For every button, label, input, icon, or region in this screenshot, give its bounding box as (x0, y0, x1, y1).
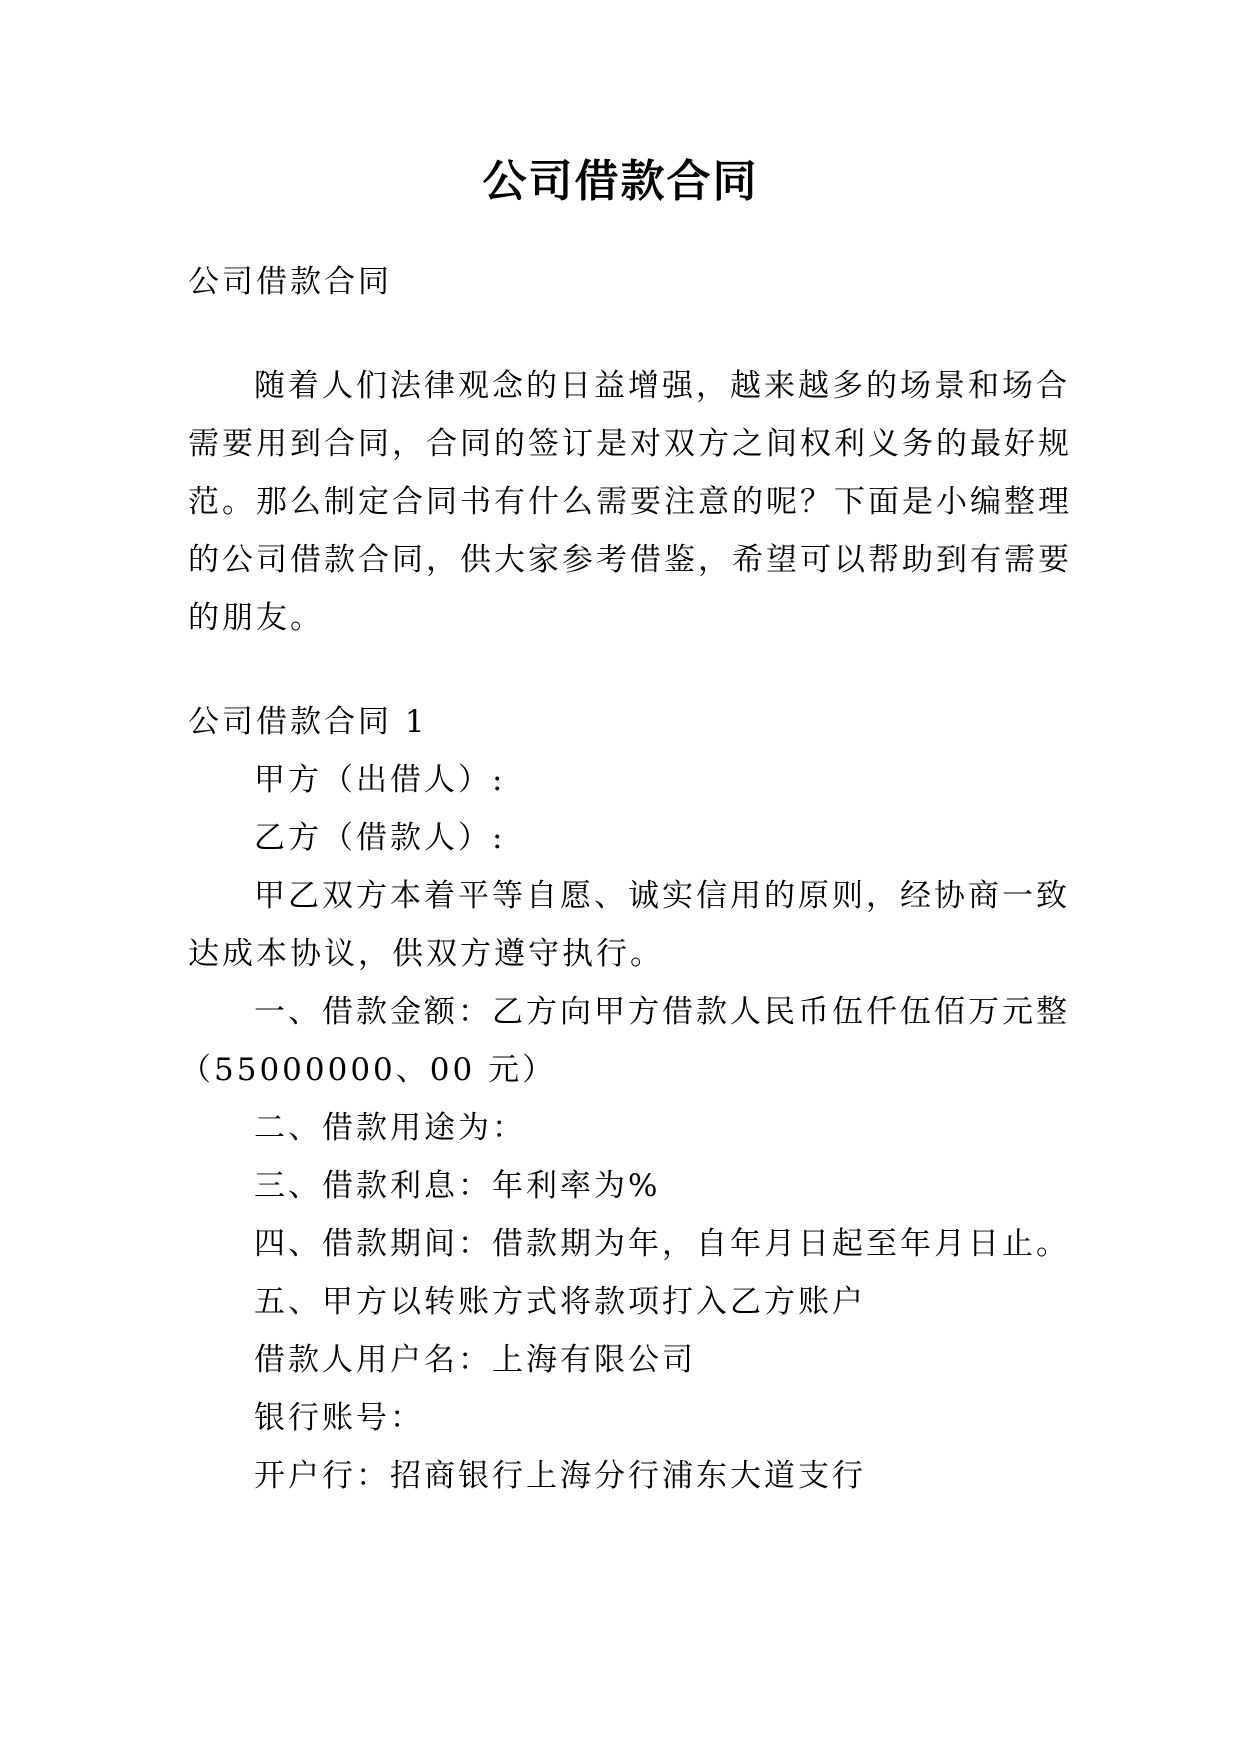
intro-line-4: 的公司借款合同，供大家参考借鉴，希望可以帮助到有需要 (188, 542, 1072, 578)
clause-interest: 三、借款利息：年利率为% (254, 1168, 661, 1204)
amount-line-2: （55000000、00 元） (180, 1052, 557, 1088)
agreement-line-1: 甲乙双方本着平等自愿、诚实信用的原则，经协商一致 (254, 878, 1070, 914)
account-name: 借款人用户名：上海有限公司 (254, 1342, 696, 1378)
amount-line-1: 一、借款金额：乙方向甲方借款人民币伍仟伍佰万元整 (254, 994, 1070, 1030)
clause-transfer: 五、甲方以转账方式将款项打入乙方账户 (254, 1284, 866, 1320)
intro-line-3: 范。那么制定合同书有什么需要注意的呢？下面是小编整理 (188, 484, 1072, 520)
document-title: 公司借款合同 (482, 156, 759, 207)
bank-branch: 开户行：招商银行上海分行浦东大道支行 (254, 1458, 866, 1494)
party-b: 乙方（借款人）: (254, 820, 506, 856)
intro-line-2: 需要用到合同，合同的签订是对双方之间权利义务的最好规 (188, 426, 1072, 462)
account-number: 银行账号： (254, 1400, 424, 1436)
section-title: 公司借款合同 1 (188, 704, 428, 740)
intro-line-1: 随着人们法律观念的日益增强，越来越多的场景和场合 (254, 368, 1070, 404)
party-a: 甲方（出借人）: (254, 762, 506, 798)
intro-line-5: 的朋友。 (188, 600, 324, 636)
clause-period: 四、借款期间：借款期为年，自年月日起至年月日止。 (254, 1226, 1070, 1262)
clause-purpose: 二、借款用途为： (254, 1110, 526, 1146)
document-heading: 公司借款合同 (188, 264, 392, 300)
agreement-line-2: 达成本协议，供双方遵守执行。 (188, 936, 664, 972)
